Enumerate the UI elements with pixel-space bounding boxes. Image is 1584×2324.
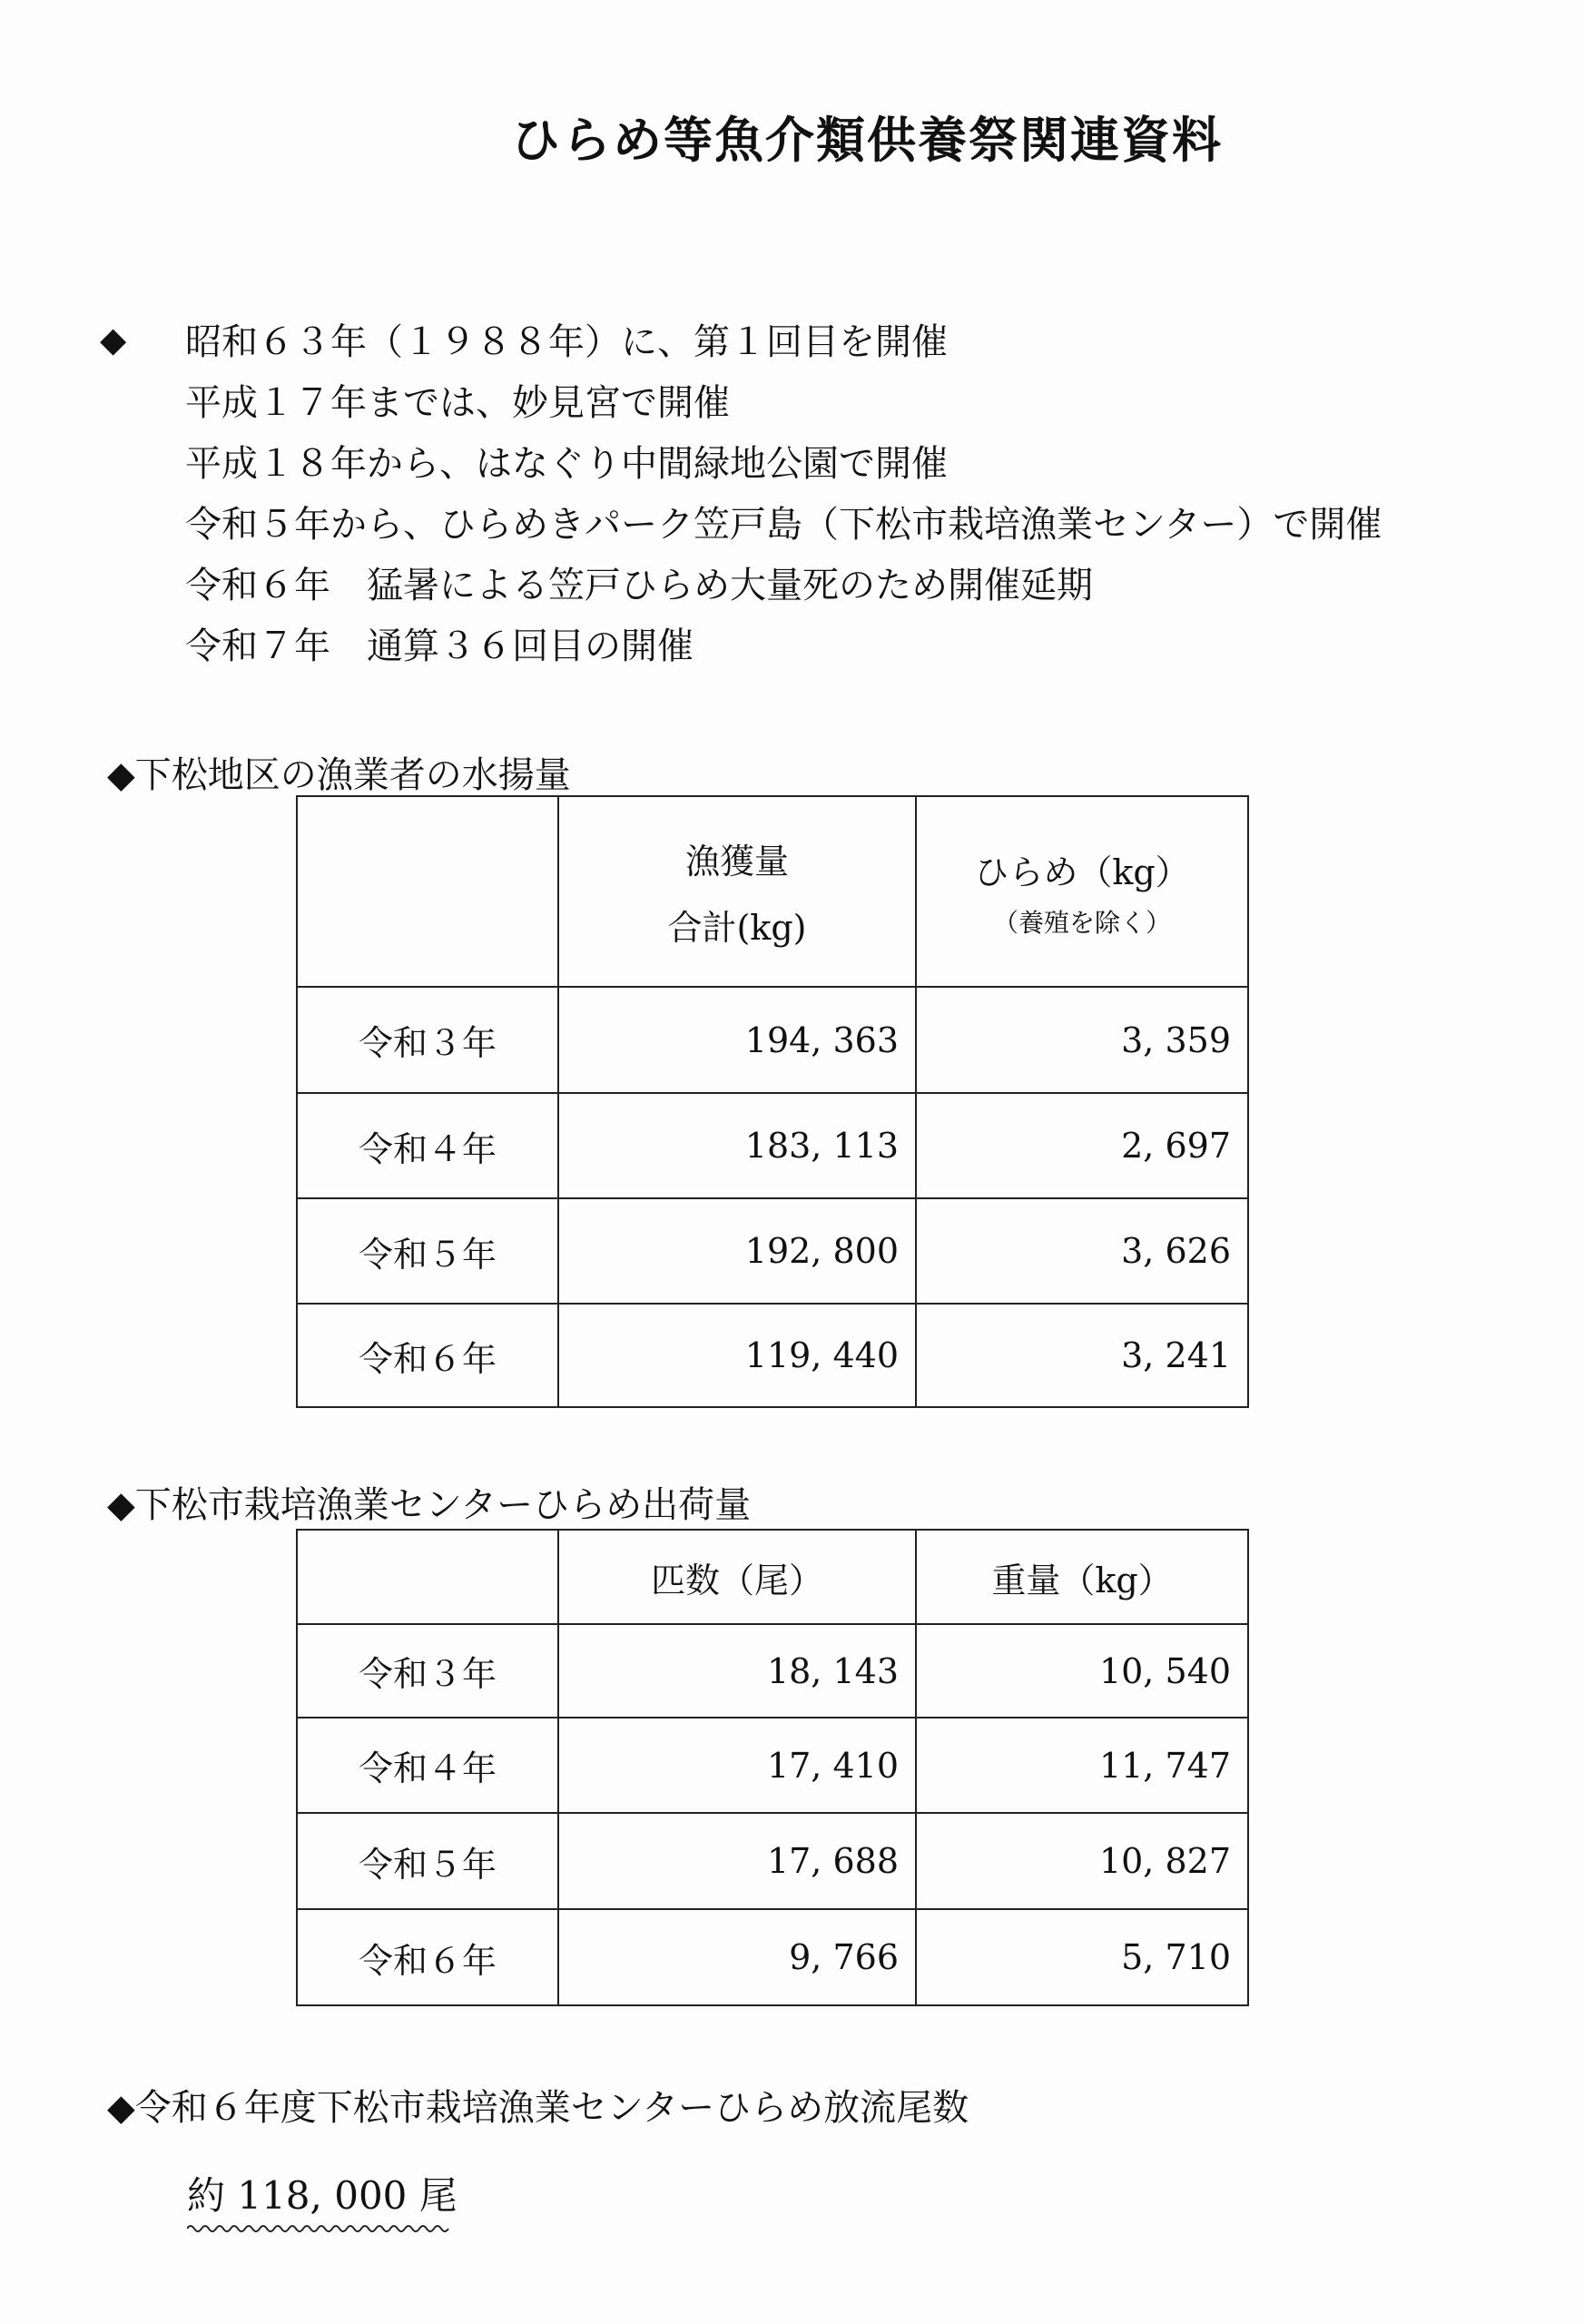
header-empty-cell (297, 1530, 558, 1624)
header-empty-cell (297, 796, 558, 987)
row-year: 令和４年 (297, 1093, 558, 1198)
header-flounder-line2: （養殖を除く） (992, 907, 1171, 938)
row-catch: 194, 363 (558, 987, 916, 1093)
row-year: 令和５年 (297, 1813, 558, 1909)
row-year: 令和６年 (297, 1304, 558, 1407)
row-flounder: 3, 359 (916, 987, 1248, 1093)
release-heading: ◆令和６年度下松市栽培漁業センターひらめ放流尾数 (107, 2087, 969, 2129)
row-count: 17, 410 (558, 1718, 916, 1813)
row-count: 17, 688 (558, 1813, 916, 1909)
header-flounder (916, 796, 1248, 987)
history-line: 平成１８年から、はなぐり中間緑地公園で開催 (185, 443, 948, 485)
header-catch-total (558, 796, 916, 987)
table-header-row (297, 796, 1248, 987)
landings-table (296, 795, 1249, 1408)
shipments-table (296, 1529, 1249, 2006)
release-value: 約 118, 000 尾 (187, 2173, 457, 2218)
row-catch: 119, 440 (558, 1304, 916, 1407)
header-catch-line1: 漁獲量 (684, 842, 789, 881)
shipments-heading: ◆下松市栽培漁業センターひらめ出荷量 (107, 1484, 752, 1526)
table-row (297, 1813, 1248, 1909)
row-flounder: 2, 697 (916, 1093, 1248, 1198)
document-title: ひらめ等魚介類供養祭関連資料 (511, 112, 1223, 169)
row-year: 令和５年 (297, 1198, 558, 1304)
row-count: 9, 766 (558, 1909, 916, 2005)
table-row (297, 1624, 1248, 1718)
row-flounder: 3, 241 (916, 1304, 1248, 1407)
diamond-bullet-icon: ◆ (100, 320, 127, 359)
row-weight: 10, 827 (916, 1813, 1248, 1909)
row-weight: 11, 747 (916, 1718, 1248, 1813)
header-catch-line2: 合計(kg) (667, 908, 807, 948)
history-line: 令和６年 猛暑による笠戸ひらめ大量死のため開催延期 (185, 565, 1093, 606)
row-year: 令和６年 (297, 1909, 558, 2005)
row-year: 令和３年 (297, 1624, 558, 1718)
row-catch: 192, 800 (558, 1198, 916, 1304)
row-weight: 10, 540 (916, 1624, 1248, 1718)
release-value-container (187, 2166, 457, 2224)
row-catch: 183, 113 (558, 1093, 916, 1198)
header-flounder-line1: ひらめ（kg） (974, 852, 1190, 892)
row-year: 令和４年 (297, 1718, 558, 1813)
header-weight: 重量（kg） (916, 1530, 1248, 1624)
row-weight: 5, 710 (916, 1909, 1248, 2005)
landings-heading: ◆下松地区の漁業者の水揚量 (107, 754, 571, 796)
history-line: 令和７年 通算３６回目の開催 (185, 625, 694, 667)
table-row (297, 1198, 1248, 1304)
history-line: 昭和６３年（１９８８年）に、第１回目を開催 (185, 321, 948, 363)
history-line: 令和５年から、ひらめきパーク笠戸島（下松市栽培漁業センター）で開催 (185, 504, 1382, 546)
table-header-row (297, 1530, 1248, 1624)
wavy-underline-icon (187, 2222, 450, 2235)
table-row (297, 1909, 1248, 2005)
history-line: 平成１７年までは、妙見宮で開催 (185, 382, 730, 424)
table-row (297, 1304, 1248, 1407)
history-lines (185, 312, 1584, 677)
row-year: 令和３年 (297, 987, 558, 1093)
row-count: 18, 143 (558, 1624, 916, 1718)
table-row (297, 1718, 1248, 1813)
header-count: 匹数（尾） (558, 1530, 916, 1624)
row-flounder: 3, 626 (916, 1198, 1248, 1304)
table-row (297, 1093, 1248, 1198)
table-row (297, 987, 1248, 1093)
